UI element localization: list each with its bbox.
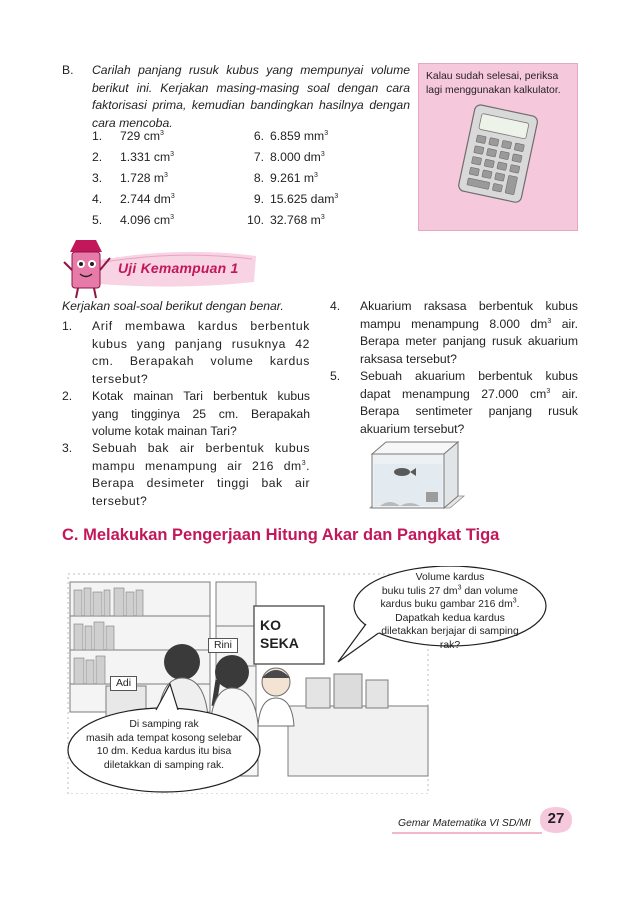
exercise-intro: Kerjakan soal-soal berikut dengan benar. <box>62 299 284 313</box>
list-item: 10. 32.768 $m^3$ <box>247 213 325 227</box>
list-item: 4. 2.744 $dm^3$ <box>92 192 175 206</box>
speech-bubble-top: Volume kardus buku tulis 27 $dm^3$ dan volume kardus buku gambar 216 $dm^3$. Dapatkah kedua kardus diletakkan berjajar di samping rak? <box>380 572 520 651</box>
footer-book-title: Gemar Matematika VI SD/MI <box>398 818 531 829</box>
list-item: 5. 4.096 $cm^3$ <box>92 213 175 227</box>
list-item: 9. 15.625 dam$^3$ <box>253 192 339 206</box>
list-item: 7. 8.000 $dm^3$ <box>253 150 325 164</box>
uji-kemampuan-title: Uji Kemampuan 1 <box>118 260 239 276</box>
page-number: 27 <box>547 810 565 827</box>
section-b-instruction: Carilah panjang rusuk kubus yang mempunyai volume berikut ini. Kerjakan masing-masing soal dengan cara faktorisasi prima, kemudian bandingkan hasilnya dengan cara mencoba. <box>92 63 410 130</box>
list-item: 8. 9.261 $m^3$ <box>253 171 318 185</box>
shop-sign-line-1: KO <box>260 617 281 633</box>
list-item: 1. 729 $cm^3$ <box>92 129 164 143</box>
question-3: 3. Sebuah bak air berbentuk kubus mampu menampung air 216 $dm^3$. Berapa desimeter tinggi bak air tersebut? <box>62 441 310 508</box>
section-c-title: C. Melakukan Pengerjaan Hitung Akar dan Pangkat Tiga <box>62 526 500 544</box>
section-b-letter: B. <box>62 63 74 77</box>
name-tag-adi: Adi <box>110 676 137 691</box>
footer-divider <box>392 832 542 834</box>
pencil-mascot-icon <box>62 234 118 302</box>
question-2: 2. Kotak mainan Tari berbentuk kubus yang tingginya 25 cm. Berapakah volume kotak mainan Tari? <box>62 389 310 438</box>
name-tag-rini: Rini <box>208 638 238 653</box>
question-5: 5. Sebuah akuarium berbentuk kubus dapat menampung 27.000 $cm^3$ air. Berapa sentimeter panjang rusuk akuarium tersebut? <box>330 369 578 436</box>
list-item: 2. 1.331 $cm^3$ <box>92 150 175 164</box>
list-item: 3. 1.728 $m^3$ <box>92 171 168 185</box>
question-4: 4. Akuarium raksasa berbentuk kubus mampu menampung 8.000 $dm^3$ air. Berapa meter panjang rusuk akuarium raksasa tersebut? <box>330 299 578 366</box>
shop-sign-line-2: SEKA <box>260 635 299 651</box>
question-1: 1. Arif membawa kardus berbentuk kubus yang panjang rusuknya 42 cm. Berapakah volume kardus tersebut? <box>62 319 310 386</box>
speech-bubble-bottom: Di samping rak masih ada tempat kosong selebar 10 dm. Kedua kardus itu bisa diletakkan di samping rak. <box>86 719 242 771</box>
tip-text: Kalau sudah selesai, periksa lagi menggunakan kalkulator. <box>426 71 561 96</box>
aquarium-illustration <box>360 436 470 516</box>
calculator-icon <box>452 104 548 204</box>
list-item: 6. 6.859 $mm^3$ <box>253 129 329 143</box>
